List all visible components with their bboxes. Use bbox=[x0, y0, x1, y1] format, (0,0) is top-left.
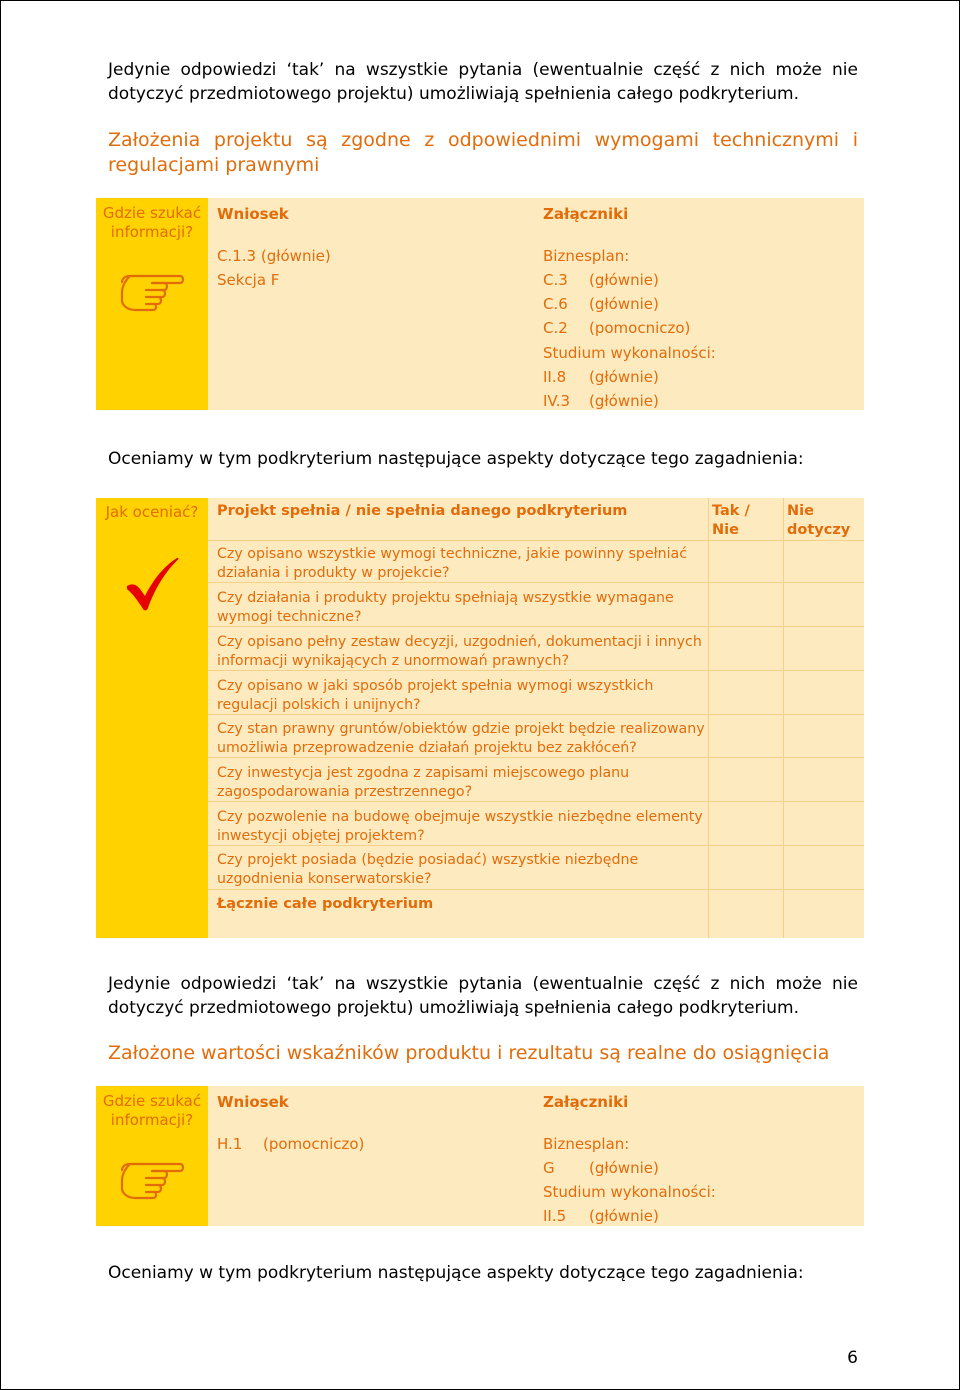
wniosek-title: Wniosek bbox=[217, 1093, 289, 1111]
row-divider bbox=[208, 889, 864, 890]
row-divider bbox=[208, 845, 864, 846]
where-to-look-label: Gdzie szukać informacji? bbox=[102, 1092, 202, 1129]
assessment-question: Czy działania i produkty projektu spełniają wszystkie wymagane wymogi techniczne? bbox=[217, 590, 674, 625]
assessment-question: Czy projekt posiada (będzie posiadać) wszystkie niezbędne uzgodnienia konserwatorskie? bbox=[217, 852, 639, 887]
info-box-1 bbox=[96, 198, 864, 410]
studium-label: Studium wykonalności: bbox=[543, 1183, 716, 1201]
row-divider bbox=[208, 670, 864, 671]
assessment-total-label: Łącznie całe podkryterium bbox=[217, 896, 434, 912]
studium-item: II.5 (głównie) bbox=[543, 1207, 659, 1225]
subcriterion-heading-1: Założenia projektu są zgodne z odpowiednimi wymogami technicznymi i regulacjami prawnymi bbox=[108, 129, 858, 176]
checkmark-icon bbox=[124, 556, 180, 612]
assessment-question: Czy inwestycja jest zgodna z zapisami miejscowego planu zagospodarowania przestrzennego? bbox=[217, 765, 630, 800]
subcriterion-heading-2: Założone wartości wskaźników produktu i rezultatu są realne do osiągnięcia bbox=[108, 1042, 830, 1064]
row-divider bbox=[208, 626, 864, 627]
assessment-intro-1: Oceniamy w tym podkryterium następujące aspekty dotyczące tego zagadnienia: bbox=[108, 449, 804, 469]
page-number: 6 bbox=[847, 1348, 858, 1368]
answer-note-2: Jedynie odpowiedzi ‘tak’ na wszystkie pytania (ewentualnie część z nich może nie dotyczyć przedmiotowego projektu) umożliwiają spełnienia całego podkryterium. bbox=[108, 974, 858, 1018]
row-divider bbox=[208, 540, 864, 541]
biznesplan-label: Biznesplan: bbox=[543, 1135, 630, 1153]
answer-note-1: Jedynie odpowiedzi ‘tak’ na wszystkie pytania (ewentualnie część z nich może nie dotyczyć przedmiotowego projektu) umożliwiają spełnienia całego podkryterium. bbox=[108, 60, 858, 104]
table-header-criterion: Projekt spełnia / nie spełnia danego podkryterium bbox=[217, 503, 628, 519]
wniosek-item: Sekcja F bbox=[217, 271, 280, 289]
row-divider bbox=[208, 801, 864, 802]
assessment-question: Czy stan prawny gruntów/obiektów gdzie projekt będzie realizowany umożliwia przeprowadzenie działań projektu bez zakłóceń? bbox=[217, 721, 705, 756]
wniosek-title: Wniosek bbox=[217, 205, 289, 223]
assessment-question: Czy opisano wszystkie wymogi techniczne, jakie powinny spełniać działania i produkty w projekcie? bbox=[217, 546, 688, 581]
studium-item: IV.3 (głównie) bbox=[543, 392, 659, 410]
biznesplan-item: G (głównie) bbox=[543, 1159, 659, 1177]
biznesplan-item: C.3 (głównie) bbox=[543, 271, 659, 289]
info-box-2 bbox=[96, 1086, 864, 1226]
row-divider bbox=[208, 582, 864, 583]
zalaczniki-title: Załączniki bbox=[543, 1093, 629, 1111]
assessment-question: Czy opisano pełny zestaw decyzji, uzgodnień, dokumentacji i innych informacji wynikających z unormowań prawnych? bbox=[217, 634, 702, 669]
table-header-nie-dotyczy: Nie dotyczy bbox=[787, 503, 851, 538]
wniosek-item: H.1 (pomocniczo) bbox=[217, 1135, 365, 1153]
column-divider bbox=[783, 498, 784, 938]
assessment-intro-2: Oceniamy w tym podkryterium następujące aspekty dotyczące tego zagadnienia: bbox=[108, 1263, 804, 1283]
where-to-look-label: Gdzie szukać informacji? bbox=[102, 204, 202, 241]
studium-item: II.8 (głównie) bbox=[543, 368, 659, 386]
pointing-hand-icon bbox=[118, 268, 186, 312]
wniosek-item: C.1.3 (głównie) bbox=[217, 247, 331, 265]
studium-label: Studium wykonalności: bbox=[543, 344, 716, 362]
assessment-question: Czy opisano w jaki sposób projekt spełnia wymogi wszystkich regulacji polskich i unijnych? bbox=[217, 678, 654, 713]
assessment-box bbox=[96, 498, 864, 938]
zalaczniki-title: Załączniki bbox=[543, 205, 629, 223]
biznesplan-item: C.2 (pomocniczo) bbox=[543, 319, 691, 337]
row-divider bbox=[208, 757, 864, 758]
how-to-assess-label: Jak oceniać? bbox=[105, 503, 199, 521]
assessment-question: Czy pozwolenie na budowę obejmuje wszystkie niezbędne elementy inwestycji objętej projektem? bbox=[217, 809, 703, 844]
row-divider bbox=[208, 714, 864, 715]
biznesplan-label: Biznesplan: bbox=[543, 247, 630, 265]
column-divider bbox=[708, 498, 709, 938]
pointing-hand-icon bbox=[118, 1156, 186, 1200]
biznesplan-item: C.6 (głównie) bbox=[543, 295, 659, 313]
table-header-tak-nie: Tak / Nie bbox=[712, 503, 750, 538]
